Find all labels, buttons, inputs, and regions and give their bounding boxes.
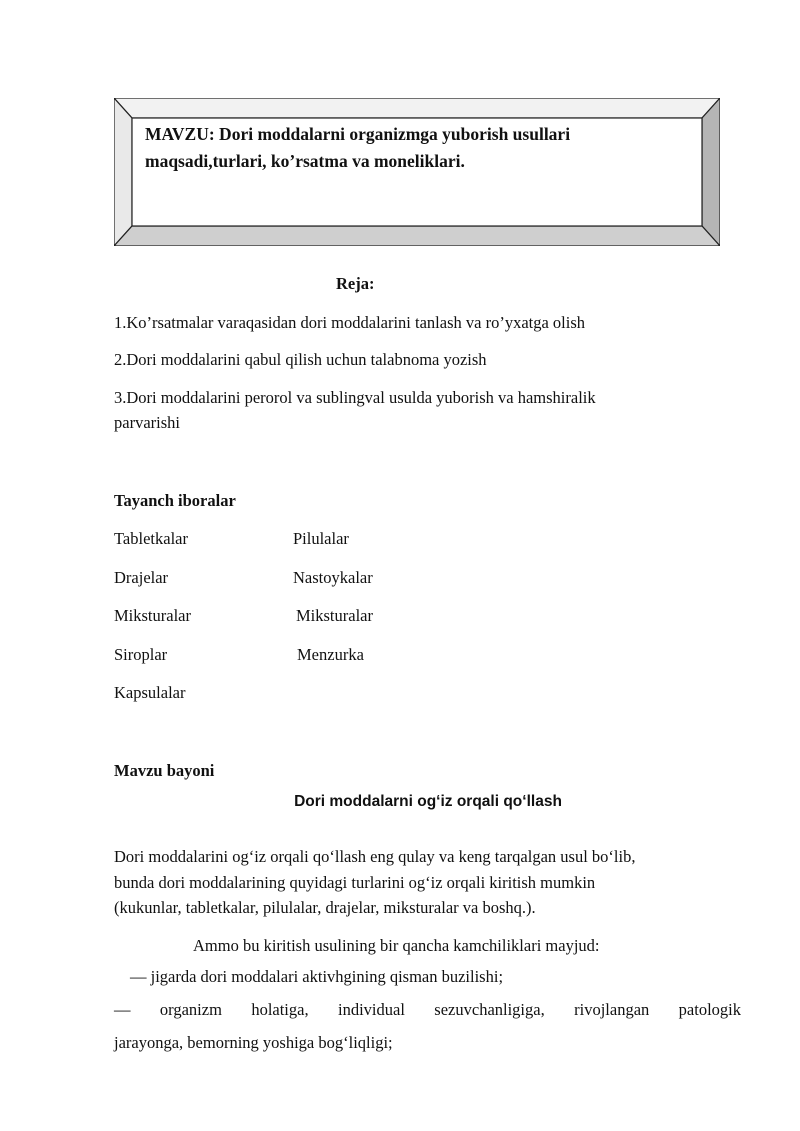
topic-body-heading: Mavzu bayoni: [114, 761, 215, 780]
plan-item-1: 1.Ko’rsatmalar varaqasidan dori moddalarini tanlash va ro’yxatga olish: [114, 313, 586, 332]
key-term-left: Miksturalar: [114, 606, 191, 625]
key-term-right: Menzurka: [297, 645, 364, 664]
paragraph-line: (kukunlar, tabletkalar, pilulalar, drajelar, miksturalar va boshq.).: [114, 898, 536, 917]
paragraph-line: Dori moddalarini og‘iz orqali qo‘llash eng qulay va keng tarqalgan usul bo‘lib,: [114, 847, 636, 866]
key-term-right: Pilulalar: [293, 529, 349, 548]
key-term-left: Siroplar: [114, 645, 168, 664]
topic-title-line-2: maqsadi,turlari, ko’rsatma va moneliklari.: [145, 151, 465, 171]
plan-item-2: 2.Dori moddalarini qabul qilish uchun talabnoma yozish: [114, 350, 487, 369]
plan-heading: Reja:: [336, 274, 375, 293]
key-term-left: Drajelar: [114, 568, 169, 587]
paragraph-line: bunda dori moddalarining quyidagi turlarini og‘iz orqali kiritish mumkin: [114, 873, 596, 892]
key-terms-heading: Tayanch iboralar: [114, 491, 236, 510]
topic-title-line-1: MAVZU: Dori moddalarni organizmga yuborish usullari: [145, 124, 571, 144]
topic-title: [145, 121, 685, 175]
paragraph-line: Ammo bu kiritish usulining bir qancha kamchiliklari mayjud:: [193, 936, 600, 955]
key-term-right: Nastoykalar: [293, 568, 373, 587]
list-item-cont: jarayonga, bemorning yoshiga bog‘liqligi;: [114, 1033, 393, 1052]
key-term-left: Kapsulalar: [114, 683, 186, 702]
key-term-right: Miksturalar: [296, 606, 373, 625]
list-item: — jigarda dori moddalari aktivhgining qisman buzilishi;: [130, 967, 504, 986]
plan-item-3-cont: parvarishi: [114, 413, 180, 432]
topic-subheading: Dori moddalarni og‘iz orqali qo‘llash: [294, 793, 562, 810]
list-item: — organizm holatiga, individual sezuvchanligiga, rivojlangan patologik: [114, 1000, 741, 1019]
key-term-left: Tabletkalar: [114, 529, 188, 548]
plan-item-3: 3.Dori moddalarini perorol va sublingval usulda yuborish va hamshiralik: [114, 388, 596, 407]
